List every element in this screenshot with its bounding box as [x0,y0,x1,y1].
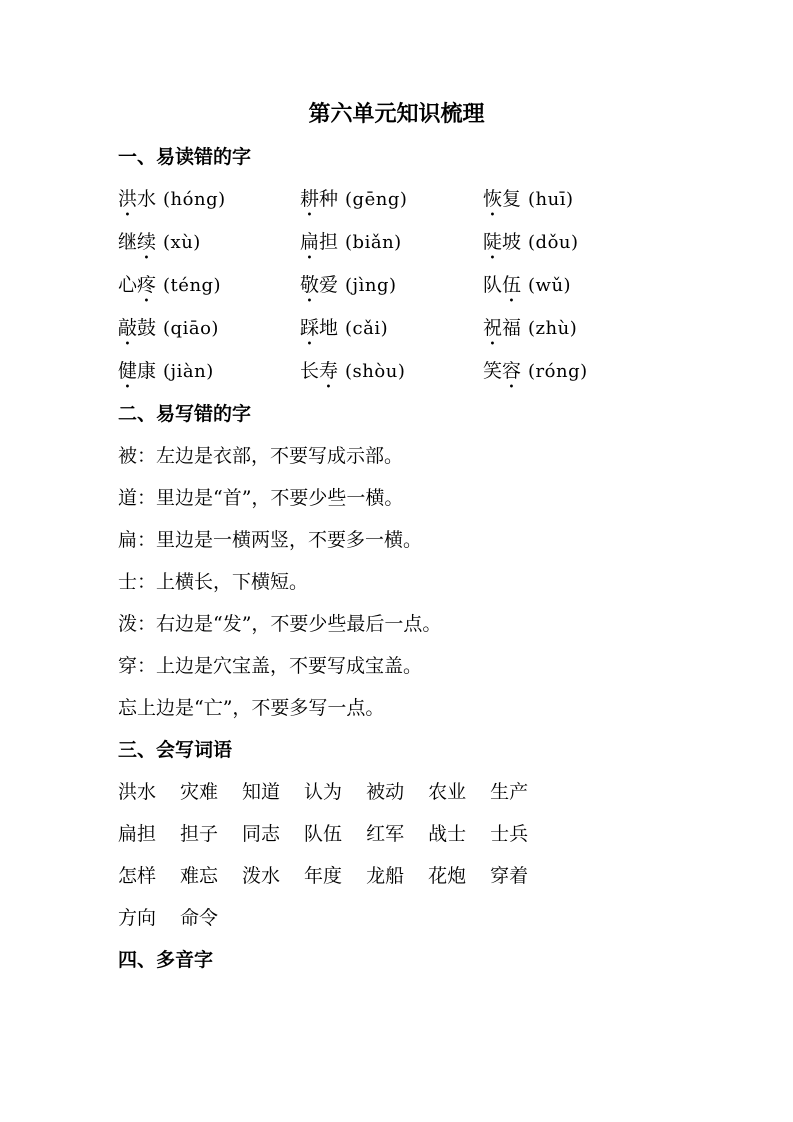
pinyin-text: (jiàn) [163,361,214,382]
miswritten-note: 忘上边是“亡”，不要多写一点。 [118,697,385,719]
section-3-heading: 三、会写词语 [118,739,233,761]
word-char-emphasized: 容 [502,360,522,382]
word-entry [118,221,300,264]
section-1-heading: 一、易读错的字 [118,146,252,168]
vocab-word: 知道 [242,781,281,803]
pinyin-text: (gēng) [345,189,408,210]
word-char-emphasized: 耕 [300,188,320,210]
vocab-word: 花炮 [428,865,467,887]
word-entry [300,178,483,221]
word-char-post: 种 [319,188,339,210]
vocab-word: 扁担 [118,823,157,845]
word-char-emphasized: 续 [137,231,157,253]
miswritten-note: 士：上横长，下横短。 [118,571,309,593]
word-entry [118,264,300,307]
word-text [300,231,338,253]
word-entry [483,221,675,264]
word-char-emphasized: 寿 [319,360,339,382]
vocab-word: 洪水 [118,781,157,803]
word-entry [118,350,300,393]
word-char-pre: 笑 [483,360,503,382]
word-text [118,317,156,339]
word-char-post: 康 [137,360,157,382]
word-char-post: 福 [502,317,522,339]
vocab-word: 农业 [428,781,467,803]
word-char-pre: 长 [300,360,320,382]
word-char-emphasized: 敲 [118,317,138,339]
vocab-word: 生产 [490,781,529,803]
pinyin-text: (cǎi) [345,318,389,339]
miswritten-note: 扁：里边是一横两竖，不要多一横。 [118,529,423,551]
word-text [300,274,338,296]
vocab-word: 队伍 [304,823,343,845]
word-entry [483,178,675,221]
pinyin-text: (shòu) [345,361,406,382]
word-char-pre: 继 [118,231,138,253]
misread-word-grid [118,178,675,393]
section-easily-miswritten [118,393,675,729]
vocab-word: 担子 [180,823,219,845]
word-text [483,274,521,296]
word-text [118,274,156,296]
word-entry [300,264,483,307]
word-char-pre: 队 [483,274,503,296]
word-char-emphasized: 敬 [300,274,320,296]
miswritten-note: 被：左边是衣部，不要写成示部。 [118,445,404,467]
pinyin-text: (zhù) [528,318,578,339]
section-4-heading: 四、多音字 [118,949,214,971]
word-char-post: 水 [137,188,157,210]
word-entry [300,221,483,264]
word-char-post: 鼓 [137,317,157,339]
pinyin-text: (huī) [528,189,574,210]
word-char-emphasized: 洪 [118,188,138,210]
vocab-word: 战士 [428,823,467,845]
vocab-word: 龙船 [366,865,405,887]
vocab-row [118,897,675,939]
pinyin-text: (xù) [163,232,201,253]
word-text [118,188,156,210]
section-polyphonic [118,939,675,981]
vocab-word: 方向 [118,907,157,929]
vocab-word: 红军 [366,823,405,845]
word-entry [300,350,483,393]
word-text [118,231,156,253]
word-text [483,317,521,339]
vocab-row [118,813,675,855]
vocab-word: 穿着 [490,865,529,887]
pinyin-text: (dǒu) [528,232,579,253]
word-entry [483,350,675,393]
word-char-emphasized: 踩 [300,317,320,339]
word-char-emphasized: 疼 [137,274,157,296]
section-easily-misread [118,136,675,393]
pinyin-text: (jìng) [345,275,397,296]
word-entry [483,307,675,350]
word-char-post: 爱 [319,274,339,296]
word-entry [483,264,675,307]
word-text [483,188,521,210]
vocab-word: 认为 [304,781,343,803]
word-char-pre: 心 [118,274,138,296]
section-vocabulary [118,729,675,939]
word-char-emphasized: 恢 [483,188,503,210]
pinyin-text: (téng) [163,275,222,296]
section-2-heading: 二、易写错的字 [118,403,252,425]
vocab-word: 命令 [180,907,219,929]
word-text [300,188,338,210]
miswritten-note: 泼：右边是“发”，不要少些最后一点。 [118,613,442,635]
word-char-emphasized: 伍 [502,274,522,296]
vocab-word: 灾难 [180,781,219,803]
vocab-row [118,771,675,813]
word-entry [118,307,300,350]
word-char-post: 坡 [502,231,522,253]
word-text [300,317,338,339]
vocab-word: 同志 [242,823,281,845]
vocab-word: 难忘 [180,865,219,887]
pinyin-text: (wǔ) [528,275,572,296]
vocab-word: 被动 [366,781,405,803]
vocab-word: 士兵 [490,823,529,845]
vocab-word: 怎样 [118,865,157,887]
pinyin-text: (hóng) [163,189,226,210]
word-char-emphasized: 扁 [300,231,320,253]
miswritten-note: 道：里边是“首”，不要少些一横。 [118,487,404,509]
word-char-post: 担 [319,231,339,253]
pinyin-text: (róng) [528,361,588,382]
word-char-post: 复 [502,188,522,210]
word-text [300,360,338,382]
word-char-emphasized: 祝 [483,317,503,339]
word-entry [300,307,483,350]
word-text [118,360,156,382]
vocab-word: 年度 [304,865,343,887]
page-title: 第六单元知识梳理 [308,102,485,127]
vocab-row [118,855,675,897]
miswritten-note: 穿：上边是穴宝盖，不要写成宝盖。 [118,655,423,677]
pinyin-text: (qiāo) [163,318,219,339]
word-entry [118,178,300,221]
vocab-word: 泼水 [242,865,281,887]
word-char-emphasized: 健 [118,360,138,382]
word-text [483,360,521,382]
pinyin-text: (biǎn) [345,232,402,253]
word-char-emphasized: 陡 [483,231,503,253]
word-text [483,231,521,253]
word-char-post: 地 [319,317,339,339]
